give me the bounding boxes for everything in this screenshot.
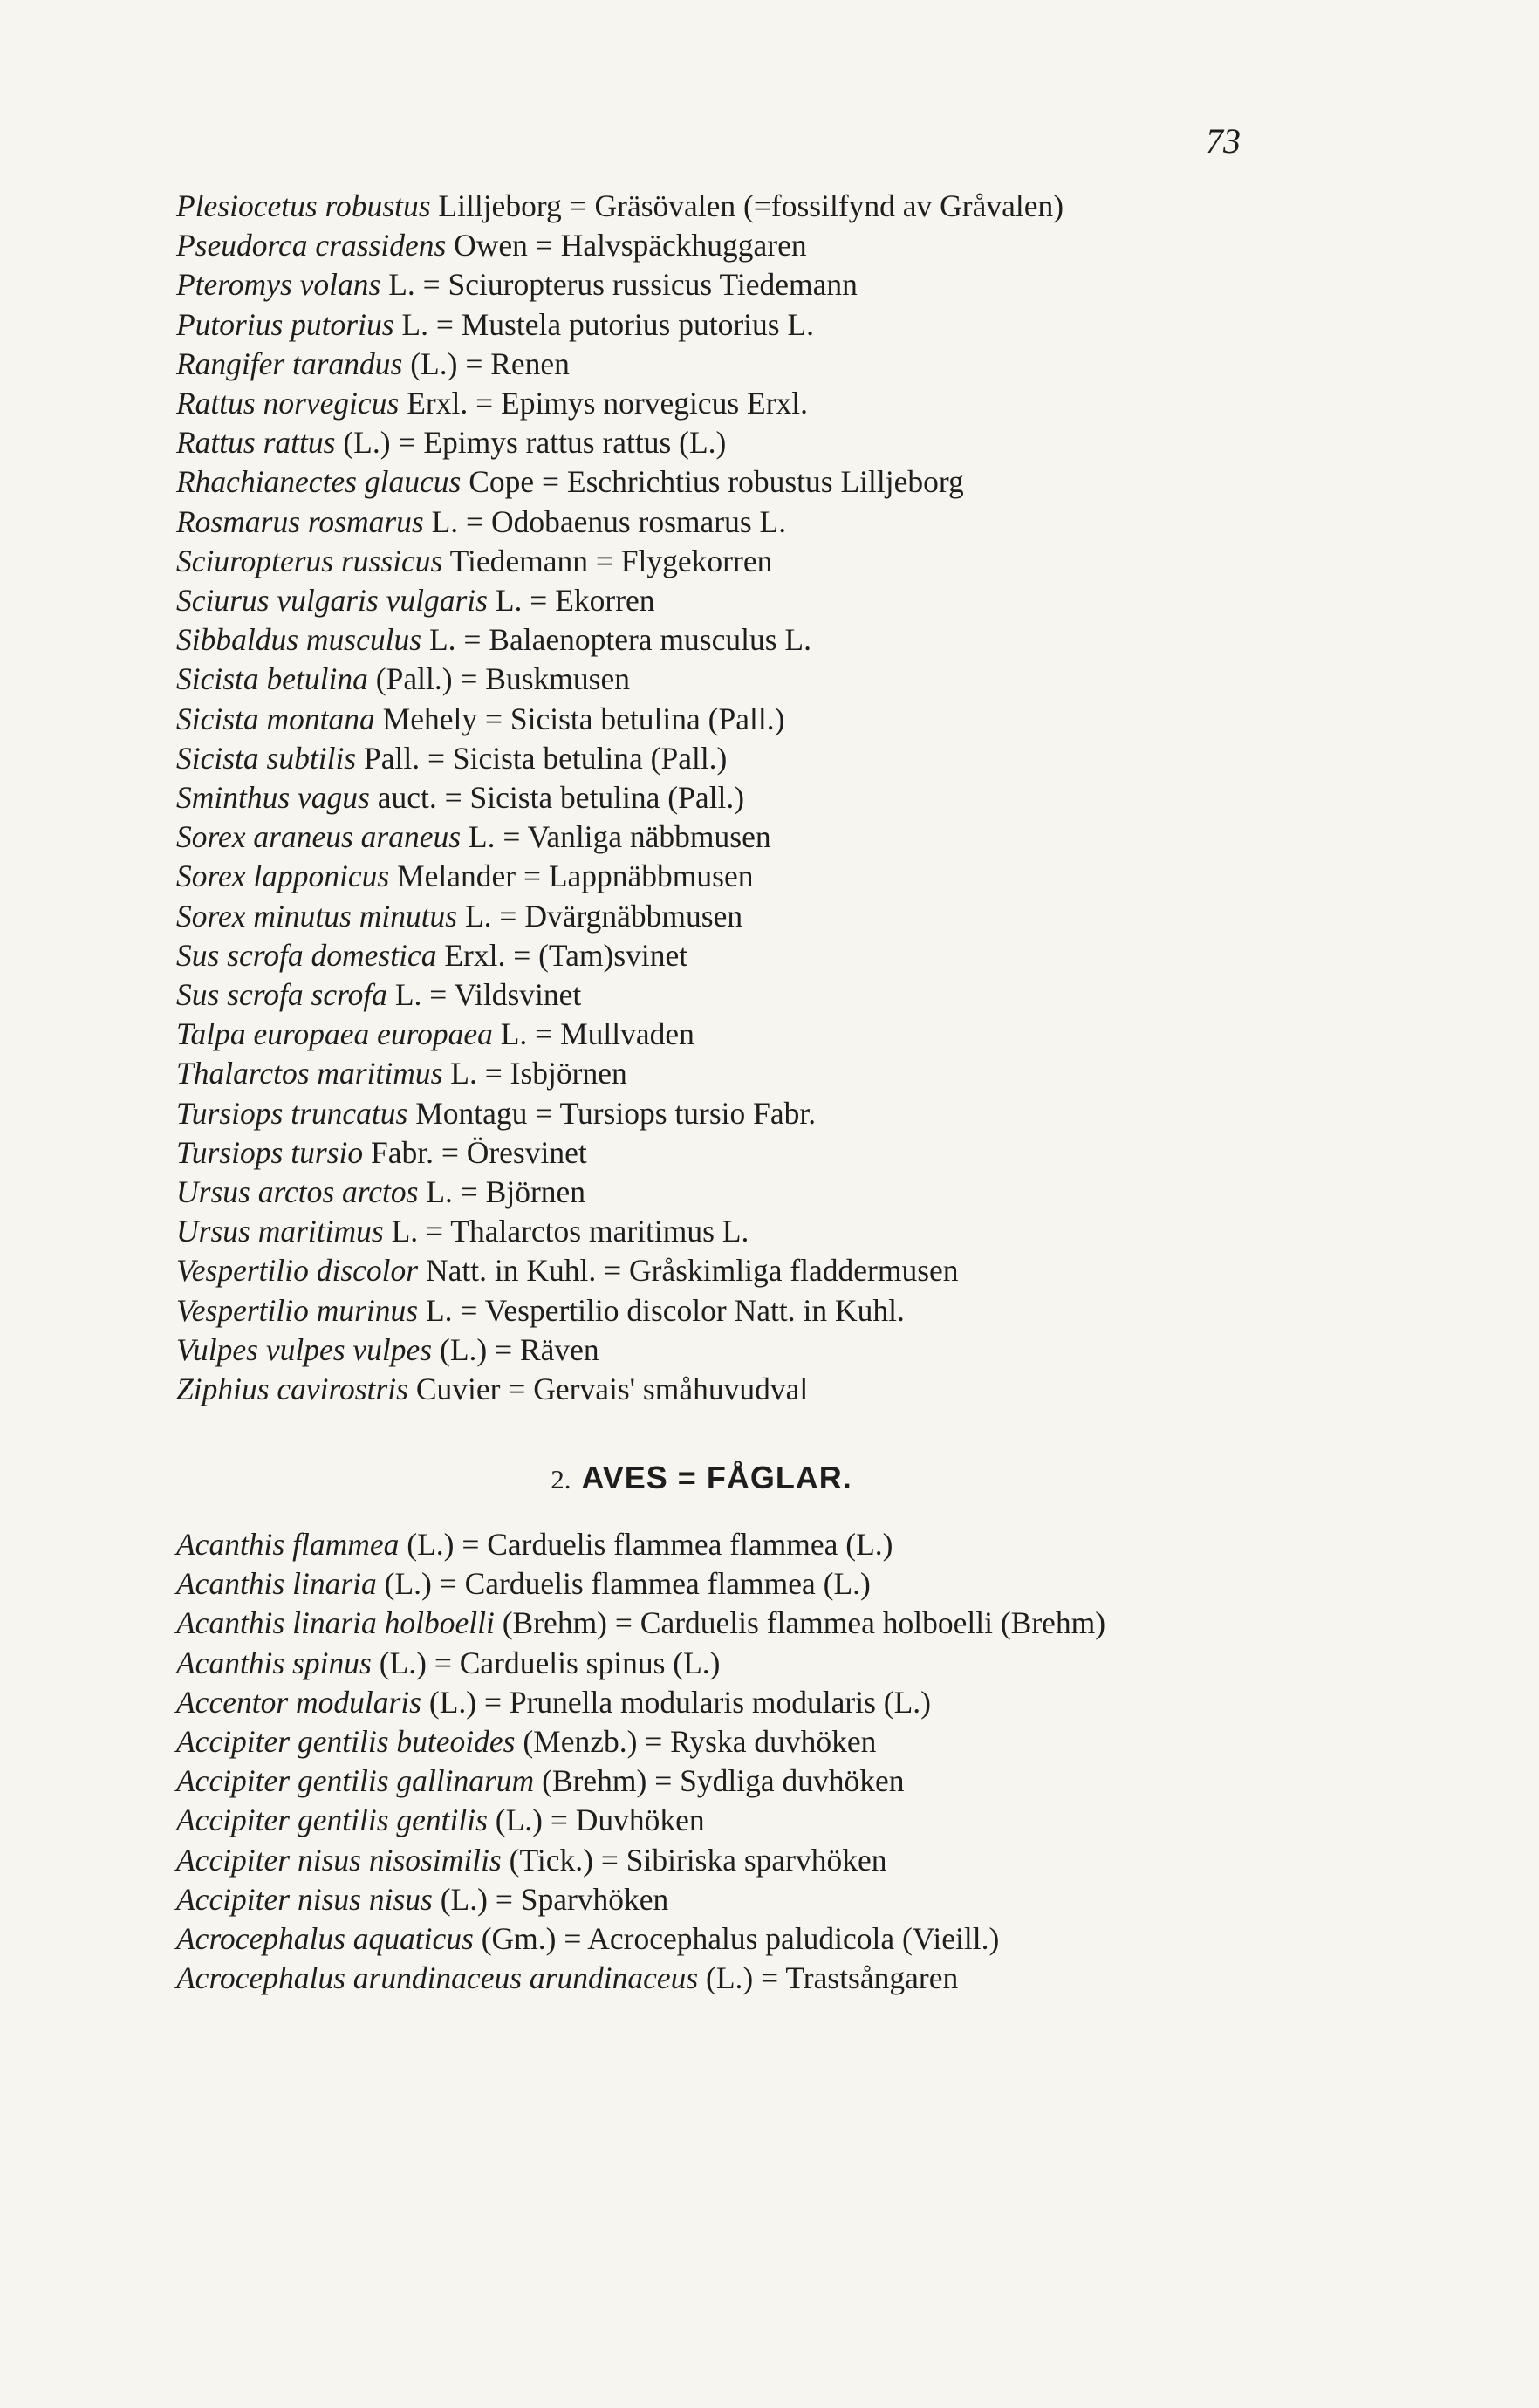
bird-synonym-list xyxy=(176,1525,1433,1998)
synonym-text: Mehely = Sicista betulina (Pall.) xyxy=(374,701,785,736)
taxon-name: Sminthus vagus xyxy=(176,780,370,816)
list-item xyxy=(176,1722,1433,1762)
synonym-text: L. = Sciuropterus russicus Tiedemann xyxy=(380,267,858,303)
list-item xyxy=(176,1251,1433,1290)
synonym-text: L. = Mullvaden xyxy=(492,1016,694,1052)
synonym-text: (L.) = Carduelis spinus (L.) xyxy=(371,1645,721,1680)
list-item xyxy=(176,265,1433,304)
synonym-text: Erxl. = (Tam)svinet xyxy=(436,937,688,973)
list-item xyxy=(176,1762,1433,1801)
list-item xyxy=(176,345,1433,384)
synonym-text: L. = Isbjörnen xyxy=(442,1056,627,1091)
taxon-name: Rangifer tarandus xyxy=(176,345,403,381)
taxon-name: Accipiter gentilis buteoides xyxy=(176,1724,516,1760)
list-item xyxy=(176,817,1433,857)
taxon-name: Rattus rattus xyxy=(176,425,336,461)
synonym-text: Cope = Eschrichtius robustus Lilljeborg xyxy=(461,464,964,500)
taxon-name: Accipiter nisus nisus xyxy=(176,1881,433,1917)
taxon-name: Rosmarus rosmarus xyxy=(176,503,424,539)
list-item xyxy=(176,1644,1433,1683)
taxon-name: Sciurus vulgaris vulgaris xyxy=(176,583,488,619)
taxon-name: Acrocephalus aquaticus xyxy=(176,1921,474,1957)
section-number: 2. xyxy=(551,1464,571,1495)
synonym-text: (L.) = Duvhöken xyxy=(487,1803,705,1838)
taxon-name: Sorex lapponicus xyxy=(176,859,390,894)
list-item xyxy=(176,1959,1433,1998)
list-item xyxy=(176,700,1433,739)
taxon-name: Acanthis flammea xyxy=(176,1527,400,1562)
synonym-text: Montagu = Tursiops tursio Fabr. xyxy=(407,1095,817,1131)
taxon-name: Tursiops tursio xyxy=(176,1134,364,1170)
list-item xyxy=(176,1525,1433,1564)
synonym-text: L. = Vespertilio discolor Natt. in Kuhl. xyxy=(418,1292,905,1328)
taxon-name: Sorex minutus minutus xyxy=(176,898,458,934)
synonym-text: Tiedemann = Flygekorren xyxy=(442,543,773,578)
taxon-name: Vulpes vulpes vulpes xyxy=(176,1331,433,1367)
synonym-text: Cuvier = Gervais' småhuvudval xyxy=(407,1372,809,1407)
list-item xyxy=(176,660,1433,699)
list-item xyxy=(176,1054,1433,1093)
taxon-name: Accipiter gentilis gallinarum xyxy=(176,1763,535,1799)
taxon-name: Accipiter nisus nisosimilis xyxy=(176,1842,502,1878)
synonym-text: L. = Odobaenus rosmarus L. xyxy=(423,503,787,539)
taxon-name: Sus scrofa domestica xyxy=(176,937,437,973)
taxon-name: Acanthis linaria holboelli xyxy=(176,1605,495,1641)
synonym-text: Fabr. = Öresvinet xyxy=(363,1134,587,1170)
taxon-name: Tursiops truncatus xyxy=(176,1095,408,1131)
taxon-name: Sicista betulina xyxy=(176,661,368,697)
list-item xyxy=(176,423,1433,462)
synonym-text: Pall. = Sicista betulina (Pall.) xyxy=(356,740,728,776)
page-number: 73 xyxy=(1206,121,1241,161)
list-item xyxy=(176,1015,1433,1054)
list-item xyxy=(176,1841,1433,1880)
synonym-text: L. = Vildsvinet xyxy=(386,977,582,1013)
mammal-synonym-list xyxy=(176,187,1433,1409)
section-heading xyxy=(0,1460,1471,1496)
synonym-text: (L.) = Räven xyxy=(432,1331,599,1367)
synonym-text: (L.) = Sparvhöken xyxy=(432,1881,669,1917)
taxon-name: Pseudorca crassidens xyxy=(176,228,447,263)
taxon-name: Sibbaldus musculus xyxy=(176,622,422,658)
list-item xyxy=(176,542,1433,581)
synonym-text: (L.) = Epimys rattus rattus (L.) xyxy=(335,425,727,461)
list-item xyxy=(176,305,1433,345)
list-item xyxy=(176,1919,1433,1959)
taxon-name: Acrocephalus arundinaceus arundinaceus xyxy=(176,1960,699,1996)
synonym-text: L. = Vanliga näbbmusen xyxy=(461,819,771,855)
synonym-text: Natt. in Kuhl. = Gråskimliga fladdermusen xyxy=(418,1253,959,1289)
taxon-name: Accipiter gentilis gentilis xyxy=(176,1803,488,1838)
list-item xyxy=(176,1604,1433,1643)
synonym-text: L. = Ekorren xyxy=(487,583,655,619)
list-item xyxy=(176,1564,1433,1604)
taxon-name: Putorius putorius xyxy=(176,306,394,342)
synonym-text: (L.) = Trastsångaren xyxy=(698,1960,959,1996)
taxon-name: Vespertilio discolor xyxy=(176,1253,419,1289)
list-item xyxy=(176,503,1433,542)
taxon-name: Sciuropterus russicus xyxy=(176,543,443,578)
list-item xyxy=(176,857,1433,896)
synonym-text: L. = Mustela putorius putorius L. xyxy=(393,306,815,342)
list-item xyxy=(176,739,1433,778)
taxon-name: Ziphius cavirostris xyxy=(176,1372,408,1407)
taxon-name: Pteromys volans xyxy=(176,267,381,303)
taxon-name: Acanthis spinus xyxy=(176,1645,372,1680)
taxon-name: Sicista subtilis xyxy=(176,740,357,776)
synonym-text: (Brehm) = Carduelis flammea holboelli (Brehm) xyxy=(494,1605,1106,1641)
taxon-name: Acanthis linaria xyxy=(176,1566,377,1602)
list-item xyxy=(176,1094,1433,1133)
synonym-text: (Tick.) = Sibiriska sparvhöken xyxy=(501,1842,887,1878)
synonym-text: (Gm.) = Acrocephalus paludicola (Vieill.) xyxy=(473,1921,1000,1957)
taxon-name: Plesiocetus robustus xyxy=(176,188,431,223)
taxon-name: Vespertilio murinus xyxy=(176,1292,419,1328)
synonym-text: (L.) = Prunella modularis modularis (L.) xyxy=(421,1684,931,1720)
list-item xyxy=(176,897,1433,936)
list-item xyxy=(176,620,1433,660)
synonym-text: (Pall.) = Buskmusen xyxy=(367,661,630,697)
taxon-name: Sicista montana xyxy=(176,701,375,736)
synonym-text: Melander = Lappnäbbmusen xyxy=(389,859,754,894)
list-item xyxy=(176,1331,1433,1370)
list-item xyxy=(176,1212,1433,1251)
list-item xyxy=(176,1370,1433,1409)
list-item xyxy=(176,462,1433,502)
synonym-text: (L.) = Carduelis flammea flammea (L.) xyxy=(376,1566,871,1602)
list-item xyxy=(176,1173,1433,1212)
list-item xyxy=(176,1880,1433,1919)
taxon-name: Sorex araneus araneus xyxy=(176,819,462,855)
synonym-text: (L.) = Renen xyxy=(402,345,570,381)
list-item xyxy=(176,1291,1433,1331)
taxon-name: Sus scrofa scrofa xyxy=(176,977,387,1013)
synonym-text: (Menzb.) = Ryska duvhöken xyxy=(515,1724,877,1760)
synonym-text: Owen = Halvspäckhuggaren xyxy=(446,228,807,263)
list-item xyxy=(176,187,1433,226)
synonym-text: L. = Dvärgnäbbmusen xyxy=(457,898,743,934)
taxon-name: Ursus maritimus xyxy=(176,1214,384,1249)
list-item xyxy=(176,975,1433,1015)
taxon-name: Ursus arctos arctos xyxy=(176,1174,419,1210)
synonym-text: Lilljeborg = Gräsövalen (=fossilfynd av Gråvalen) xyxy=(430,188,1064,223)
list-item xyxy=(176,778,1433,817)
list-item xyxy=(176,1801,1433,1840)
list-item xyxy=(176,1683,1433,1722)
taxon-name: Talpa europaea europaea xyxy=(176,1016,493,1052)
taxon-name: Thalarctos maritimus xyxy=(176,1056,443,1091)
synonym-text: auct. = Sicista betulina (Pall.) xyxy=(369,780,745,816)
synonym-text: L. = Björnen xyxy=(418,1174,586,1210)
taxon-name: Accentor modularis xyxy=(176,1684,422,1720)
list-item xyxy=(176,581,1433,620)
list-item xyxy=(176,226,1433,265)
synonym-text: (L.) = Carduelis flammea flammea (L.) xyxy=(399,1527,893,1562)
list-item xyxy=(176,936,1433,975)
section-title: AVES = FÅGLAR. xyxy=(581,1460,852,1495)
taxon-name: Rhachianectes glaucus xyxy=(176,464,462,500)
synonym-text: L. = Balaenoptera musculus L. xyxy=(421,622,811,658)
synonym-text: Erxl. = Epimys norvegicus Erxl. xyxy=(399,386,808,421)
synonym-text: (Brehm) = Sydliga duvhöken xyxy=(534,1763,905,1799)
list-item xyxy=(176,1133,1433,1173)
taxon-name: Rattus norvegicus xyxy=(176,386,400,421)
synonym-text: L. = Thalarctos maritimus L. xyxy=(383,1214,749,1249)
list-item xyxy=(176,384,1433,423)
